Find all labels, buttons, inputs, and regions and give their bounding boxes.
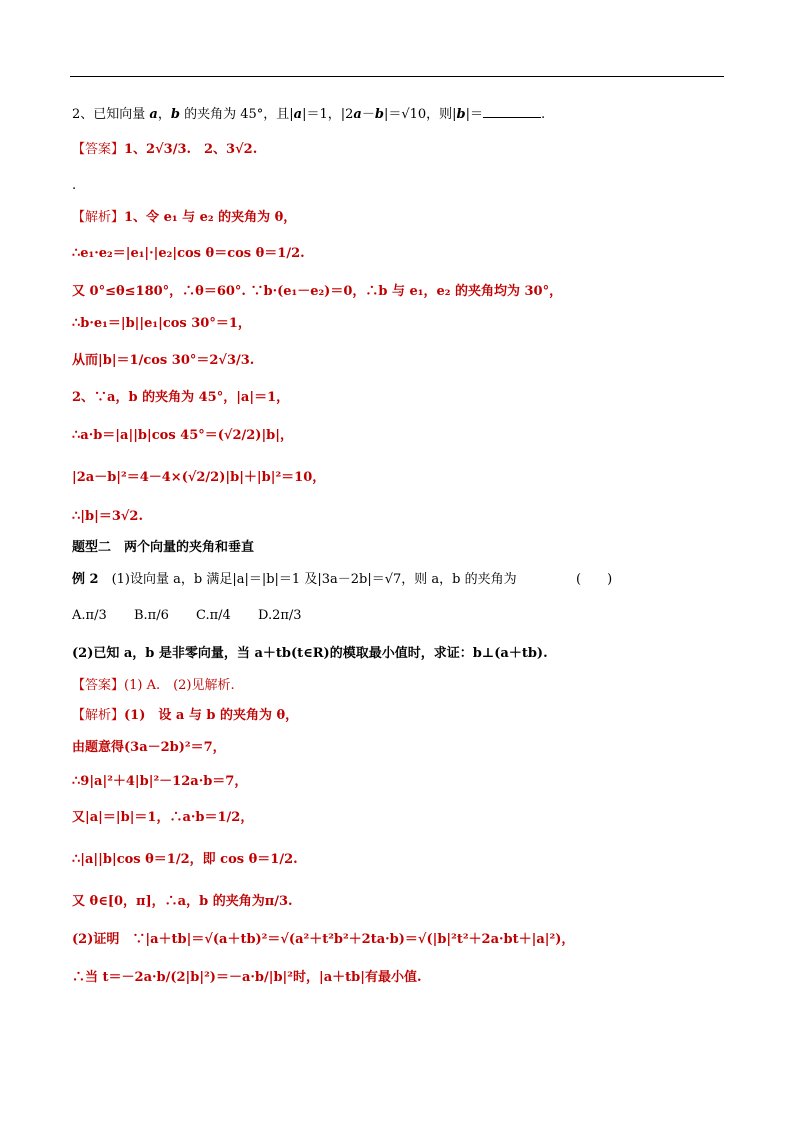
analysis2-line-3: ∴9|a|²＋4|b|²－12a·b＝7，: [72, 774, 248, 789]
analysis2-line-5: ∴|a||b|cos θ＝1/2，即 cos θ＝1/2.: [72, 852, 298, 867]
analysis-line-7: ∴a·b＝|a||b|cos 45°＝(√2/2)|b|，: [72, 428, 293, 443]
analysis-line-2: ∴e₁·e₂＝|e₁|·|e₂|cos θ＝cos θ＝1/2.: [72, 246, 305, 261]
option-d[interactable]: D.2π/3: [258, 608, 302, 623]
analysis-line-6: 2、∵a，b 的夹角为 45°，|a|＝1，: [72, 390, 290, 405]
q2-text: 2、已知向量: [72, 107, 150, 122]
example-2-part-2: (2)已知 a，b 是非零向量，当 a＋tb(t∈R)的模取最小值时，求证：b⊥(a＋tb).: [72, 646, 548, 661]
analysis-tag: 【解析】: [72, 210, 125, 225]
analysis2-line-7: (2)证明 ∵|a＋tb|＝√(a＋tb)²＝√(a²＋t²b²＋2ta·b)＝√(|b|²t²＋2a·bt＋|a|²)，: [72, 932, 575, 947]
analysis-line-9: ∴|b|＝3√2.: [72, 509, 143, 524]
answer-text: 1、2√3/3. 2、3√2.: [124, 142, 258, 157]
answer-1: [72, 142, 257, 158]
analysis-line-3: 又 0°≤θ≤180°，∴θ＝60°. ∵b·(e₁－e₂)＝0，∴b 与 e₁，e₂ 的夹角均为 30°，: [72, 284, 563, 299]
option-a[interactable]: A.π/3: [72, 608, 107, 623]
example-2-part-1: 例 2 (1)设向量 a，b 满足|a|＝|b|＝1 及|3a－2b|＝√7，则 a，b 的夹角为: [72, 572, 517, 587]
stray-dot: .: [72, 178, 77, 193]
example-label: 例 2: [72, 572, 99, 587]
answer-text: (1) A. (2)见解析.: [124, 678, 235, 693]
header-rule: [70, 76, 724, 77]
option-b[interactable]: B.π/6: [134, 608, 169, 623]
choice-paren: ( ): [576, 572, 613, 587]
analysis-line-4: ∴b·e₁＝|b||e₁|cos 30°＝1，: [72, 316, 251, 331]
analysis-line-5: 从而|b|＝1/cos 30°＝2√3/3.: [72, 353, 255, 368]
analysis2-line-6: 又 θ∈[0，π]，∴a，b 的夹角为π/3.: [72, 894, 293, 909]
answer-tag: 【答案】: [72, 142, 125, 157]
analysis-line-8: |2a－b|²＝4－4×(√2/2)|b|＋|b|²＝10，: [72, 470, 326, 485]
question-2: 2、已知向量 a，b 的夹角为 45°，且|a|＝1，|2a－b|＝√10，则|b|＝ .: [72, 107, 546, 122]
section-heading: 题型二 两个向量的夹角和垂直: [72, 540, 255, 555]
answer-2: [72, 678, 235, 694]
analysis-line-1: 【解析】1、令 e₁ 与 e₂ 的夹角为 θ，: [72, 210, 297, 225]
answer-blank[interactable]: [483, 106, 541, 118]
analysis2-line-1: 【解析】(1) 设 a 与 b 的夹角为 θ，: [72, 708, 299, 723]
analysis-tag: 【解析】: [72, 708, 125, 723]
analysis2-line-4: 又|a|＝|b|＝1，∴a·b＝1/2，: [72, 810, 254, 825]
answer-tag: 【答案】: [72, 678, 125, 693]
option-c[interactable]: C.π/4: [196, 608, 231, 623]
analysis2-line-8: ∴当 t＝－2a·b/(2|b|²)＝－a·b/|b|²时，|a＋tb|有最小值.: [72, 970, 422, 985]
analysis2-line-2: 由题意得(3a－2b)²＝7，: [72, 740, 226, 755]
